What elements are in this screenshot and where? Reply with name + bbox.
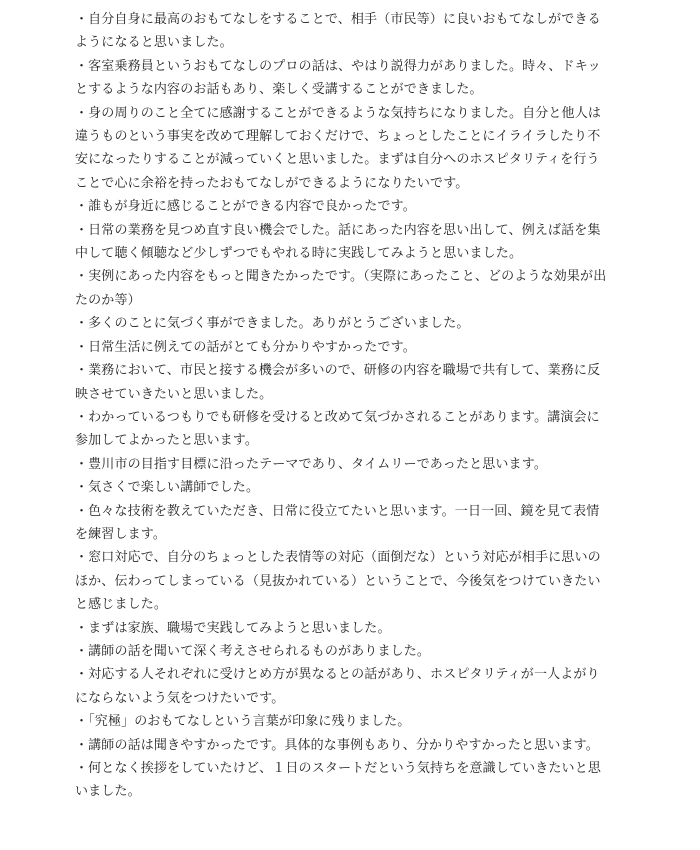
comment-item: ・気さくで楽しい講師でした。 (75, 480, 260, 496)
comment-item: ・客室乗務員というおもてなしのプロの話は、やはり説得力がありました。時々、ドキッとするような内容のお話もあり、楽しく受講することができました。 (75, 58, 601, 98)
comment-item: ・講師の話を聞いて深く考えさせられるものがありました。 (75, 643, 431, 659)
comment-item: ・業務において、市民と接する機会が多いので、研修の内容を職場で共有して、業務に反映させていきたいと思いました。 (75, 363, 601, 402)
comment-item: ・対応する人それぞれに受けとめ方が異なるとの話があり、ホスピタリティが一人よがりにならないよう気をつけたいです。 (75, 667, 600, 706)
comment-item: ・誰もが身近に感じることができる内容で良かったです。 (75, 199, 416, 215)
comment-item: ・実例にあった内容をもっと聞きたかったです。（実際にあったこと、どのような効果が出たのか等） (75, 269, 607, 308)
comment-item: ・まずは家族、職場で実践してみようと思いました。 (75, 620, 391, 636)
comment-item: ・日常生活に例えての話がとても分かりやすかったです。 (75, 339, 416, 355)
comment-item: ・日常の業務を見つめ直す良い機会でした。話にあった内容を思い出して、例えば話を集中して聴く傾聴など少しずつでもやれる時に実践してみようと思いました。 (75, 222, 601, 262)
comment-item: ・自分自身に最高のおもてなしをすることで、相手（市民等）に良いおもてなしができるようになると思いました。 (75, 12, 601, 51)
comment-item: ・窓口対応で、自分のちょっとした表情等の対応（面倒だな）という対応が相手に思いのほか、伝わってしまっている（見抜かれている）ということで、今後気をつけていきたいと感じました。 (75, 550, 601, 613)
comment-item: ・わかっているつもりでも研修を受けると改めて気づかされることがあります。講演会に参加してよかったと思います。 (75, 409, 600, 449)
comment-list (75, 8, 610, 804)
comment-item: ・多くのことに気づく事ができました。ありがとうございました。 (75, 316, 470, 332)
comment-item: ・身の周りのこと全てに感謝することができるような気持ちになりました。自分と他人は違うものという事実を改めて理解しておくだけで、ちょっとしたことにイライラしたり不安になったりすることが減っていくと思いました。まずは自分へのホスピタリティを行うことで心に余裕を持ったおもてなしができるようになりたいです。 (75, 105, 602, 191)
comment-item: ・色々な技術を教えていただき、日常に役立てたいと思います。一日一回、鏡を見て表情を練習します。 (75, 503, 600, 542)
comment-item: ・「究極」のおもてなしという言葉が印象に残りました。 (75, 714, 411, 730)
comment-item: ・講師の話は聞きやすかったです。具体的な事例もあり、分かりやすかったと思います。 (75, 737, 599, 753)
comment-item: ・何となく挨拶をしていたけど、１日のスタートだという気持ちを意識していきたいと思いました。 (75, 761, 602, 800)
comment-item: ・豊川市の目指す目標に沿ったテーマであり、タイムリーであったと思います。 (75, 456, 547, 472)
